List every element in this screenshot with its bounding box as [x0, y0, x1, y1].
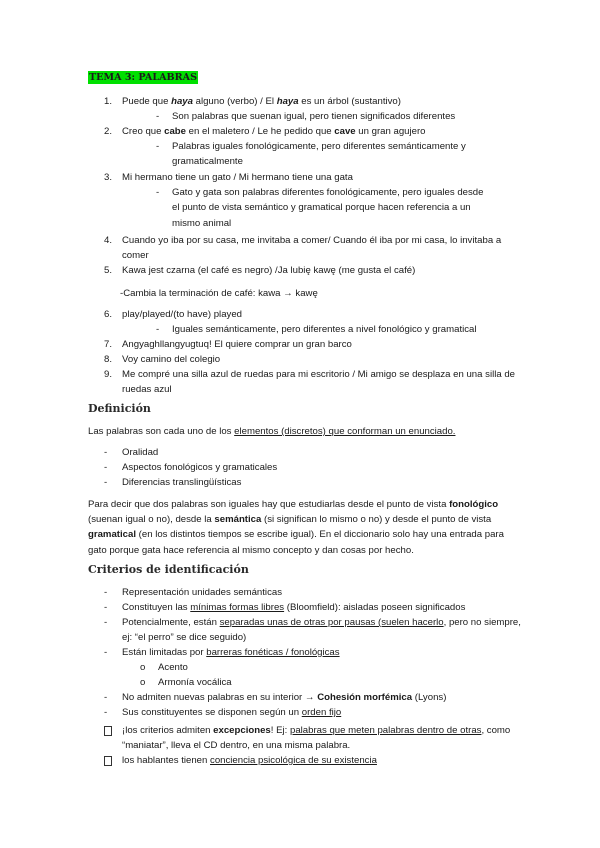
item-text: Mi hermano tiene un gato / Mi hermano tiene una gata [122, 172, 353, 183]
item-text: Me compré una silla azul de ruedas para mi escritorio / Mi amigo se desplaza en una silla de ruedas azul [122, 369, 516, 396]
checkbox-icon [104, 756, 112, 766]
criterio-sub-armonia: o Armonía vocálica [140, 677, 232, 688]
criterio-1: - Representación unidades semánticas [104, 587, 282, 598]
item-text: Cuando yo iba por su casa, me invitaba a comer/ Cuando él iba por mi casa, lo invitaba a comer [122, 235, 502, 262]
list-item-2 [104, 124, 524, 170]
list-item-7 [104, 337, 524, 352]
item-number: 7. [104, 339, 113, 350]
list-item-4 [104, 233, 524, 263]
item-number: 6. [104, 309, 113, 320]
checkbox-icon [104, 726, 112, 736]
list-item-1 [104, 94, 524, 124]
item-number: 4. [104, 235, 113, 246]
criterio-sub-acento: o Acento [140, 662, 188, 673]
item-text: Voy camino del colegio [122, 354, 221, 365]
item-text: Kawa jest czarna (el café es negro) /Ja lubię kawę (me gusta el café) [122, 265, 416, 276]
sub-item: - Iguales semánticamente, pero diferentes a nivel fonológico y gramatical [156, 324, 477, 336]
bullet-oralidad: - Oralidad [104, 447, 159, 458]
item-text: play/played/(to have) played [122, 309, 242, 320]
definicion-paragraph: Para decir que dos palabras son iguales hay que estudiarlas desde el punto de vista fonológico (suenan igual o no), desde la semántica (si significan lo mismo o no) y desde el punto de vista gramatical (en los distintos tiempos se escribe igual). En el diccionario solo hay una entrada para gato porque gata hace referencia al mismo concepto y dan cosas por hecho. [88, 499, 504, 556]
item-number: 5. [104, 265, 113, 276]
item-number: 1. [104, 96, 113, 107]
list-item-3 [104, 170, 524, 231]
cambia-note: -Cambia la terminación de café: kawa → kawę [120, 288, 318, 299]
list-item-9 [104, 367, 524, 397]
list-item-8 [104, 352, 524, 367]
excepciones-note: ¡los criterios admiten excepciones! Ej: palabras que meten palabras dentro de otras, como “maniatar”, lleva el CD dentro, en una misma palabra. [104, 723, 524, 753]
sub-item: - Son palabras que suenan igual, pero tienen significados diferentes [156, 111, 456, 123]
criterio-5: - No admiten nuevas palabras en su interior → Cohesión morfémica (Lyons) [104, 692, 447, 703]
item-number: 2. [104, 126, 113, 137]
criterio-6: - Sus constituyentes se disponen según un orden fijo [104, 707, 342, 718]
sub-item: - Gato y gata son palabras diferentes fonológicamente, pero iguales desde el punto de vista semántico y gramatical porque hacen referencia a un mismo animal [156, 187, 484, 229]
item-text: Angyaghllangyugtuq! El quiere comprar un gran barco [122, 339, 352, 350]
criterio-3: - Potencialmente, están separadas unas de otras por pausas (suelen hacerlo, pero no siempre, ej: “el perro” se dice seguido) [104, 617, 521, 644]
bullet-aspectos: - Aspectos fonológicos y gramaticales [104, 462, 278, 473]
item-number: 9. [104, 369, 113, 380]
bullet-diferencias: - Diferencias translingüísticas [104, 477, 242, 488]
section-heading-definicion: Definición [88, 402, 151, 415]
item-text: Creo que cabe en el maletero / Le he pedido que cave un gran agujero [122, 126, 426, 137]
arrow-icon: → [304, 692, 315, 703]
criterio-4: - Están limitadas por barreras fonéticas / fonológicas [104, 647, 340, 658]
list-item-5 [104, 263, 524, 278]
conciencia-note: los hablantes tienen conciencia psicológica de su existencia [104, 753, 524, 768]
page-title: TEMA 3: PALABRAS [89, 72, 198, 83]
definicion-intro: Las palabras son cada uno de los elementos (discretos) que conforman un enunciado. [88, 426, 456, 437]
item-text: Puede que haya alguno (verbo) / El haya es un árbol (sustantivo) [122, 96, 401, 107]
item-number: 3. [104, 172, 113, 183]
section-heading-criterios: Criterios de identificación [88, 563, 249, 576]
criterio-2: - Constituyen las mínimas formas libres (Bloomfield): aisladas poseen significados [104, 602, 466, 613]
item-number: 8. [104, 354, 113, 365]
sub-item: - Palabras iguales fonológicamente, pero diferentes semánticamente y gramaticalmente [156, 141, 466, 168]
list-item-6 [104, 307, 524, 337]
